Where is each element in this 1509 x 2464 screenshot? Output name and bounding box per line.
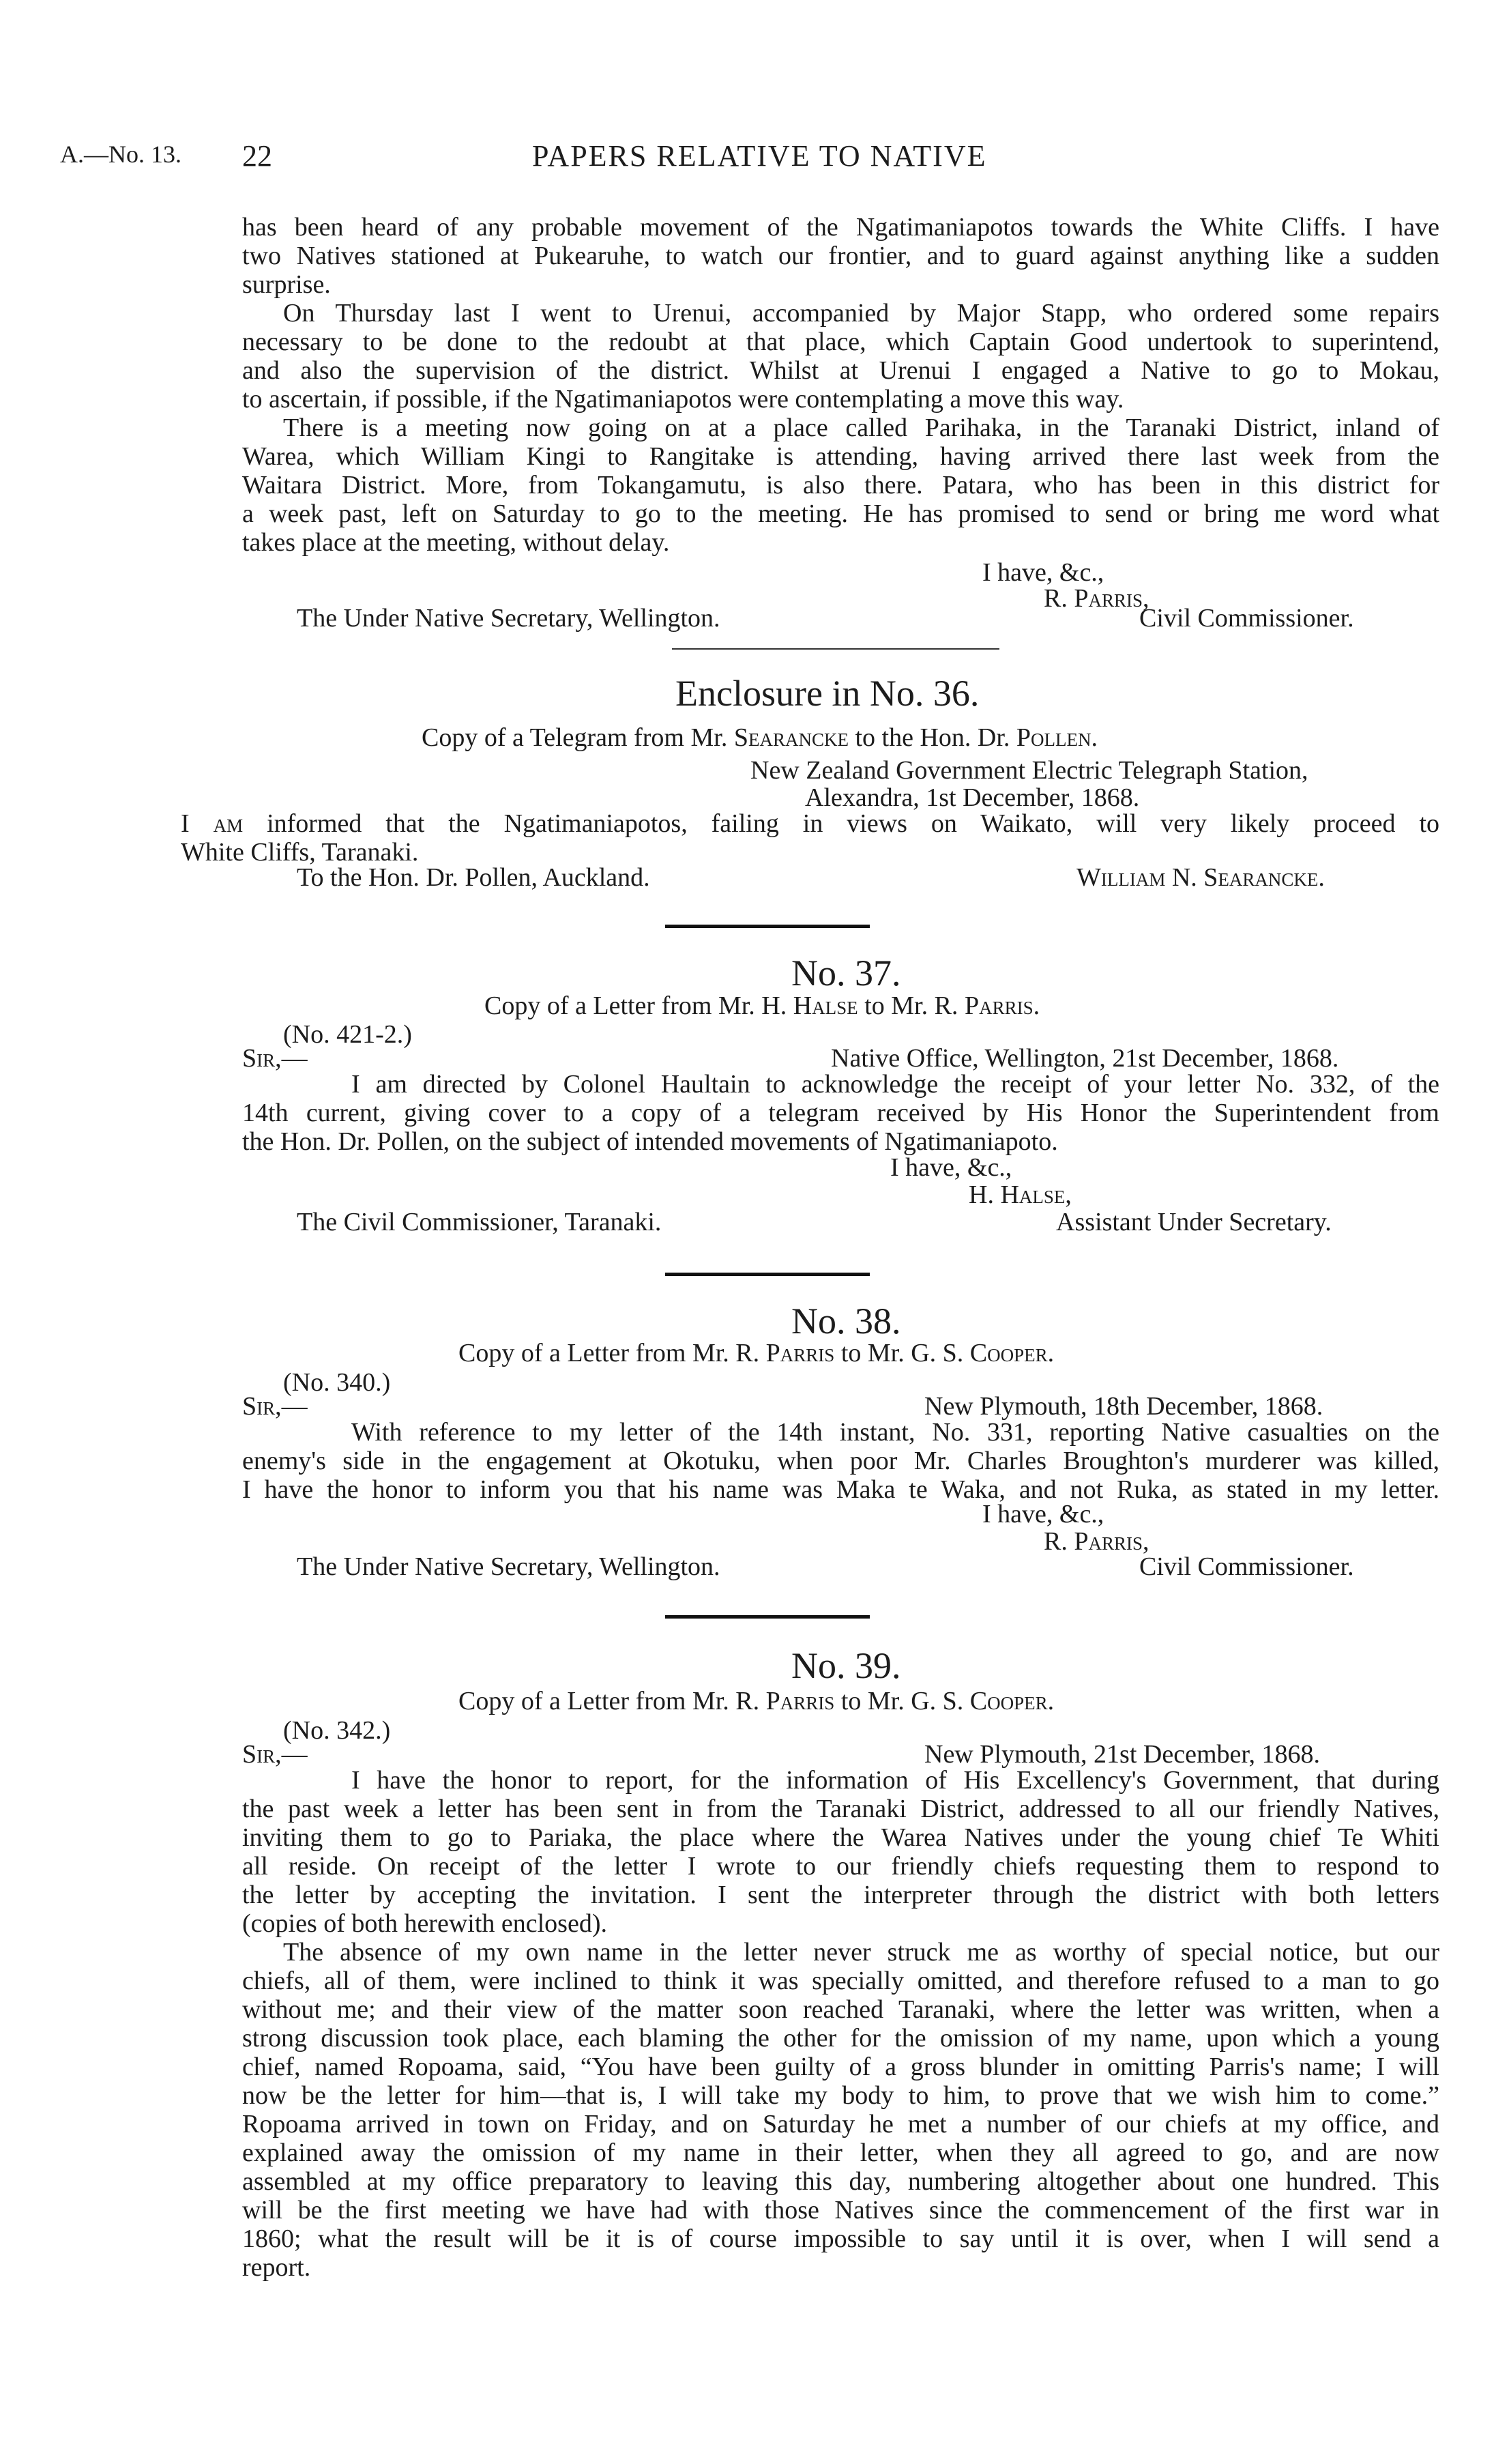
text-line: There is a meeting now going on at a place called Parihaka, in the Taranaki District, inland of [283, 414, 1439, 442]
text-line: now be the letter for him—that is, I will take my body to him, to prove that we wish him to come.” [242, 2081, 1439, 2110]
signature: R. Parris, [1044, 584, 1149, 613]
text-line: strong discussion took place, each blaming the other for the omission of my name, upon which a young [242, 2024, 1439, 2053]
section-divider [665, 1615, 870, 1619]
text-line: explained away the omission of my name in their letter, when they all agreed to go, and are now [242, 2139, 1439, 2167]
text-line: I am directed by Colonel Haultain to acknowledge the receipt of your letter No. 332, of the [351, 1070, 1439, 1099]
text-line: the Hon. Dr. Pollen, on the subject of intended movements of Ngatimaniapoto. [242, 1127, 1058, 1156]
letter-subheading [458, 1687, 1054, 1715]
text-line: takes place at the meeting, without delay. [242, 528, 670, 557]
text-line: I have the honor to report, for the information of His Excellency's Government, that during [351, 1766, 1439, 1795]
letter-heading: No. 38. [791, 1301, 901, 1342]
addressee: To the Hon. Dr. Pollen, Auckland. [297, 863, 650, 892]
enclosure-subheading [422, 723, 1098, 752]
dateline: New Plymouth, 21st December, 1868. [924, 1740, 1321, 1769]
text-line: all reside. On receipt of the letter I wrote to our friendly chiefs requesting them to respond to [242, 1852, 1439, 1881]
prev-letter-body [242, 213, 1439, 557]
section-divider [672, 648, 999, 650]
text-line: I have the honor to inform you that his name was Maka te Waka, and not Ruka, as stated in my letter. [242, 1475, 1439, 1504]
addressee: The Under Native Secretary, Wellington. [297, 1552, 720, 1581]
text-line: On Thursday last I went to Urenui, accompanied by Major Stapp, who ordered some repairs [283, 299, 1439, 328]
letter-subheading [484, 991, 1040, 1020]
letter-heading: No. 37. [791, 953, 901, 994]
running-title: PAPERS RELATIVE TO NATIVE [532, 139, 987, 173]
text-line: and also the supervision of the district. Whilst at Urenui I engaged a Native to go to Mokau, [242, 356, 1439, 385]
subheading-text: to the Hon. Dr. [855, 723, 1010, 752]
text-line: will be the first meeting we have had with those Natives since the commencement of the first war in [242, 2196, 1439, 2224]
lead-words: I am [181, 809, 244, 838]
letter-ref: (No. 421-2.) [283, 1020, 412, 1049]
text-span: informed that the Ngatimaniapotos, failing in views on Waikato, will very likely proceed to [267, 809, 1440, 838]
text-line: the letter by accepting the invitation. I sent the interpreter through the district with both letters [242, 1881, 1439, 1909]
text-line: a week past, left on Saturday to go to the meeting. He has promised to send or bring me word what [242, 499, 1439, 528]
subheading-text: to Mr. G. S. [840, 1687, 964, 1715]
to-name: Cooper. [969, 1339, 1055, 1367]
text-line: enemy's side in the engagement at Okotuku, when poor Mr. Charles Broughton's murderer was killed, [242, 1447, 1439, 1475]
telegram-body [181, 809, 1439, 867]
from-name: Parris [765, 1687, 835, 1715]
signature: R. Parris, [1044, 1527, 1149, 1556]
page-number: 22 [242, 139, 272, 173]
letter-body [242, 1766, 1439, 2282]
dateline: Native Office, Wellington, 21st December, 1868. [831, 1044, 1339, 1073]
text-line: necessary to be done to the redoubt at that place, which Captain Good undertook to superintend, [242, 328, 1439, 356]
addressee: The Under Native Secretary, Wellington. [297, 604, 720, 633]
text-line: 14th current, giving cover to a copy of a telegram received by His Honor the Superintendent from [242, 1099, 1439, 1127]
letter-heading: No. 39. [791, 1645, 901, 1686]
signature: William N. Searancke. [1076, 863, 1325, 892]
subheading-text: to Mr. R. [864, 991, 958, 1020]
text-line: inviting them to go to Pariaka, the place where the Warea Natives under the young chief Te Whiti [242, 1823, 1439, 1852]
text-line: (copies of both herewith enclosed). [242, 1909, 607, 1938]
letter-subheading [458, 1339, 1054, 1367]
text-line: to ascertain, if possible, if the Ngatimaniapotos were contemplating a move this way. [242, 385, 1124, 414]
text-line [181, 809, 1439, 838]
letter-ref: (No. 340.) [283, 1368, 391, 1397]
subheading-text: Copy of a Telegram from Mr. [422, 723, 728, 752]
closing: I have, &c., [890, 1153, 1012, 1182]
text-line: 1860; what the result will be it is of course impossible to say until it is over, when I will send a [242, 2224, 1439, 2253]
text-line: without me; and their view of the matter soon reached Taranaki, where the letter was written, when a [242, 1995, 1439, 2024]
letter-ref: (No. 342.) [283, 1716, 391, 1745]
closing: I have, &c., [982, 558, 1104, 587]
letter-body [242, 1070, 1439, 1156]
text-line: surprise. [242, 270, 331, 299]
telegram-location: New Zealand Government Electric Telegraph Station, [750, 756, 1308, 785]
closing: I have, &c., [982, 1500, 1104, 1528]
salutation: Sir,— [242, 1392, 308, 1421]
text-line: Warea, which William Kingi to Rangitake is attending, having arrived there last week from the [242, 442, 1439, 471]
signer-title: Assistant Under Secretary. [1056, 1208, 1332, 1236]
text-line: report. [242, 2253, 311, 2282]
telegram-date: Alexandra, 1st December, 1868. [805, 783, 1140, 812]
dateline: New Plymouth, 18th December, 1868. [924, 1392, 1323, 1421]
signer-title: Civil Commissioner. [1139, 1552, 1354, 1581]
subheading-text: to Mr. G. S. [840, 1339, 964, 1367]
section-divider [665, 1273, 870, 1276]
signer-title: Civil Commissioner. [1139, 604, 1354, 633]
signature: H. Halse, [969, 1180, 1072, 1209]
addressee: The Civil Commissioner, Taranaki. [297, 1208, 662, 1236]
from-name: Parris [765, 1339, 835, 1367]
from-name: Halse [793, 991, 858, 1020]
letter-body [242, 1418, 1439, 1504]
salutation: Sir,— [242, 1740, 308, 1769]
text-line: two Natives stationed at Pukearuhe, to watch our frontier, and to guard against anything like a sudden [242, 242, 1439, 270]
section-divider [665, 925, 870, 928]
subheading-text: Copy of a Letter from Mr. H. [484, 991, 787, 1020]
to-name: Pollen. [1016, 723, 1098, 752]
text-line: has been heard of any probable movement of the Ngatimaniapotos towards the White Cliffs. I have [242, 213, 1439, 242]
text-line: assembled at my office preparatory to leaving this day, numbering altogether about one hundred. This [242, 2167, 1439, 2196]
to-name: Parris. [964, 991, 1040, 1020]
text-line: Waitara District. More, from Tokangamutu, is also there. Patara, who has been in this district for [242, 471, 1439, 499]
subheading-text: Copy of a Letter from Mr. R. [458, 1687, 760, 1715]
to-name: Cooper. [969, 1687, 1055, 1715]
text-line: chief, named Ropoama, said, “You have been guilty of a gross blunder in omitting Parris's name; I will [242, 2053, 1439, 2081]
from-name: Searancke [733, 723, 849, 752]
document-reference: A.—No. 13. [60, 141, 181, 168]
subheading-text: Copy of a Letter from Mr. R. [458, 1339, 760, 1367]
enclosure-heading: Enclosure in No. 36. [675, 673, 980, 714]
text-line: Ropoama arrived in town on Friday, and on Saturday he met a number of our chiefs at my office, and [242, 2110, 1439, 2139]
text-line: White Cliffs, Taranaki. [181, 838, 419, 867]
salutation: Sir,— [242, 1044, 308, 1073]
text-line: The absence of my own name in the letter never struck me as worthy of special notice, but our [283, 1938, 1439, 1967]
text-line: the past week a letter has been sent in from the Taranaki District, addressed to all our friendly Natives, [242, 1795, 1439, 1823]
text-line: With reference to my letter of the 14th instant, No. 331, reporting Native casualties on the [351, 1418, 1439, 1447]
text-line: chiefs, all of them, were inclined to think it was specially omitted, and therefore refused to a man to go [242, 1967, 1439, 1995]
